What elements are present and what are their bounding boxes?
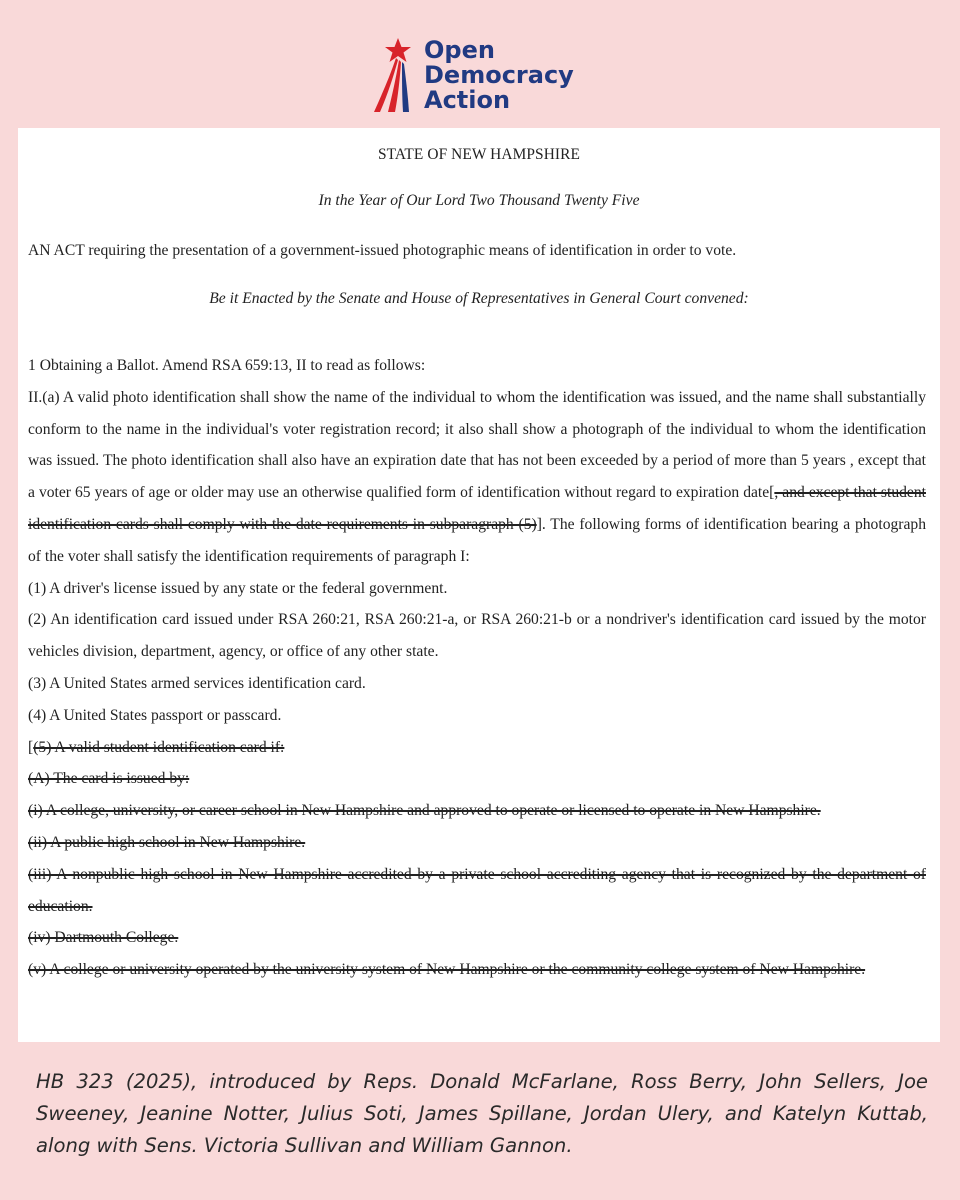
item-5-struck: (5) A valid student identification card if: <box>33 738 285 756</box>
item-5-a-v: (v) A college or university operated by the university system of New Hampshire or the community college system of New Hampshire. <box>28 961 866 979</box>
enacting-clause: Be it Enacted by the Senate and House of Representatives in General Court convened: <box>209 290 749 307</box>
item-5-a-ii: (ii) A public high school in New Hampshire. <box>28 833 306 851</box>
item-5-a: (A) The card is issued by: <box>28 770 190 788</box>
paragraph-ii-a-text-2: ]. The following forms of identification bearing a photograph of the voter shall satisfy the identification requirements of paragraph I: <box>28 515 926 565</box>
logo-line-action: Action <box>424 86 511 114</box>
act-title: AN ACT requiring the presentation of a government-issued photographic means of identification in order to vote. <box>28 242 737 259</box>
logo-line-democracy: Democracy <box>424 61 574 89</box>
item-4: (4) A United States passport or passcard. <box>28 706 282 724</box>
year-line: In the Year of Our Lord Two Thousand Twenty Five <box>318 192 640 209</box>
logo-line-open: Open <box>424 36 495 64</box>
item-1: (1) A driver's license issued by any state or the federal government. <box>28 579 448 597</box>
item-2: (2) An identification card issued under RSA 260:21, RSA 260:21-a, or RSA 260:21-b or a nondriver's identification card issued by the motor vehicles division, department, agency, or office of any other state. <box>28 611 926 661</box>
open-democracy-action-logo <box>368 36 608 116</box>
bill-document <box>18 128 940 1042</box>
section-heading: 1 Obtaining a Ballot. Amend RSA 659:13, II to read as follows: <box>28 357 426 374</box>
item-5-a-iv: (iv) Dartmouth College. <box>28 929 179 947</box>
struck-text: , and except that student identification cards shall comply with the date requirements in subparagraph (5) <box>28 484 926 533</box>
item-5-a-iii: (iii) A nonpublic high school in New Hampshire accredited by a private school accrediting agency that is recognized by the department of education. <box>28 865 926 915</box>
item-5-a-i: (i) A college, university, or career school in New Hampshire and approved to operate or licensed to operate in New Hampshire. <box>28 802 821 820</box>
star-swoosh-icon <box>368 36 424 116</box>
state-heading: STATE OF NEW HAMPSHIRE <box>377 146 581 163</box>
item-5 <box>28 732 926 764</box>
paragraph-ii-a-text-1: II.(a) A valid photo identification shall show the name of the individual to whom the identification was issued, and the name shall substantially conform to the name in the individual's voter registration record; it also shall show a photograph of the individual to whom the identification was issued. The photo identification shall also have an expiration date that has not been exceeded by a period of more than 5 years , except that a voter 65 years of age or older may use an otherwise qualified form of identification without regard to expiration date[ <box>28 388 926 502</box>
item-5-bracket: [ <box>28 738 34 756</box>
paragraph-ii-a <box>28 382 926 573</box>
bill-body <box>28 350 926 986</box>
item-3: (3) A United States armed services identification card. <box>28 674 366 692</box>
caption: HB 323 (2025), introduced by Reps. Donald McFarlane, Ross Berry, John Sellers, Joe Sweeney, Jeanine Notter, Julius Soti, James Spillane, Jordan Ulery, and Katelyn Kuttab, along with Sens. Victoria Sullivan and William Gannon. <box>36 1070 928 1157</box>
